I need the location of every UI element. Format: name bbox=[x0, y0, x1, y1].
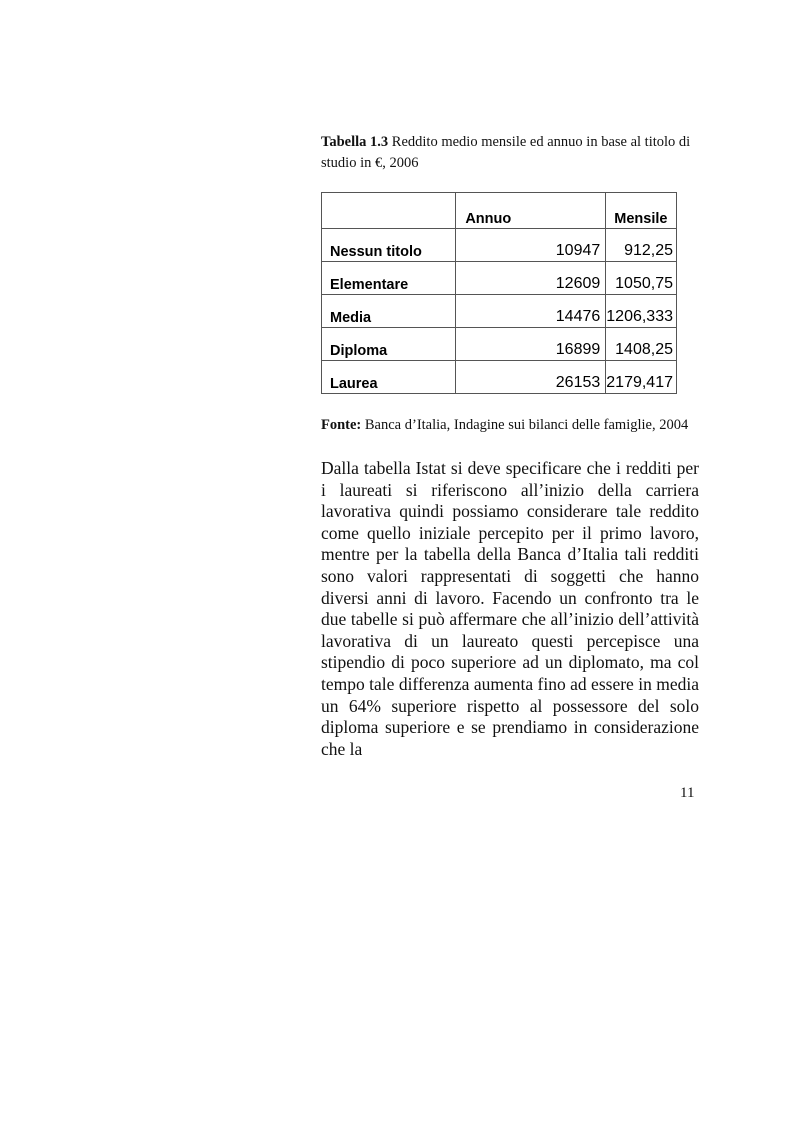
income-table bbox=[321, 192, 677, 394]
table-row bbox=[322, 295, 677, 328]
row-label: Media bbox=[322, 295, 456, 328]
row-label: Nessun titolo bbox=[322, 229, 456, 262]
row-annuo: 10947 bbox=[456, 229, 606, 262]
page-content bbox=[321, 132, 699, 778]
source-note-text: Banca d’Italia, Indagine sui bilanci delle famiglie, 2004 bbox=[361, 417, 689, 433]
row-label: Elementare bbox=[322, 262, 456, 295]
row-mensile: 912,25 bbox=[606, 229, 677, 262]
table-row bbox=[322, 328, 677, 361]
table-header-row bbox=[322, 193, 677, 229]
table-row bbox=[322, 229, 677, 262]
table-caption-label: Tabella 1.3 bbox=[321, 134, 389, 150]
row-annuo: 16899 bbox=[456, 328, 606, 361]
row-annuo: 12609 bbox=[456, 262, 606, 295]
row-mensile: 1206,333 bbox=[606, 295, 677, 328]
header-cell-empty bbox=[322, 193, 456, 229]
header-cell-annuo: Annuo bbox=[456, 193, 606, 229]
header-cell-mensile: Mensile bbox=[606, 193, 677, 229]
row-label: Diploma bbox=[322, 328, 456, 361]
row-mensile: 1050,75 bbox=[606, 262, 677, 295]
source-note bbox=[321, 415, 699, 436]
row-mensile: 2179,417 bbox=[606, 361, 677, 394]
source-note-label: Fonte: bbox=[321, 417, 362, 433]
table-caption bbox=[321, 132, 699, 174]
row-annuo: 26153 bbox=[456, 361, 606, 394]
row-label: Laurea bbox=[322, 361, 456, 394]
table-caption-text: Reddito medio mensile ed annuo in base al titolo di studio in €, 2006 bbox=[321, 134, 691, 171]
row-mensile: 1408,25 bbox=[606, 328, 677, 361]
table-row bbox=[322, 262, 677, 295]
row-annuo: 14476 bbox=[456, 295, 606, 328]
table-row bbox=[322, 361, 677, 394]
body-paragraph: Dalla tabella Istat si deve specificare che i redditi per i laureati si riferiscono all’inizio della carriera lavorativa quindi possiamo considerare tale reddito come quello iniziale percepito per il primo lavoro, mentre per la tabella della Banca d’Italia tali redditi sono valori rappresentati di soggetti che hanno diversi anni di lavoro. Facendo un confronto tra le due tabelle si può affermare che all’inizio dell’attività lavorativa di un laureato questi percepisce una stipendio di poco superiore ad un diplomato, ma col tempo tale differenza aumenta fino ad essere in media un 64% superiore rispetto al possessore del solo diploma superiore e se prendiamo in considerazione che la bbox=[321, 458, 699, 759]
page-number: 11 bbox=[680, 785, 695, 801]
